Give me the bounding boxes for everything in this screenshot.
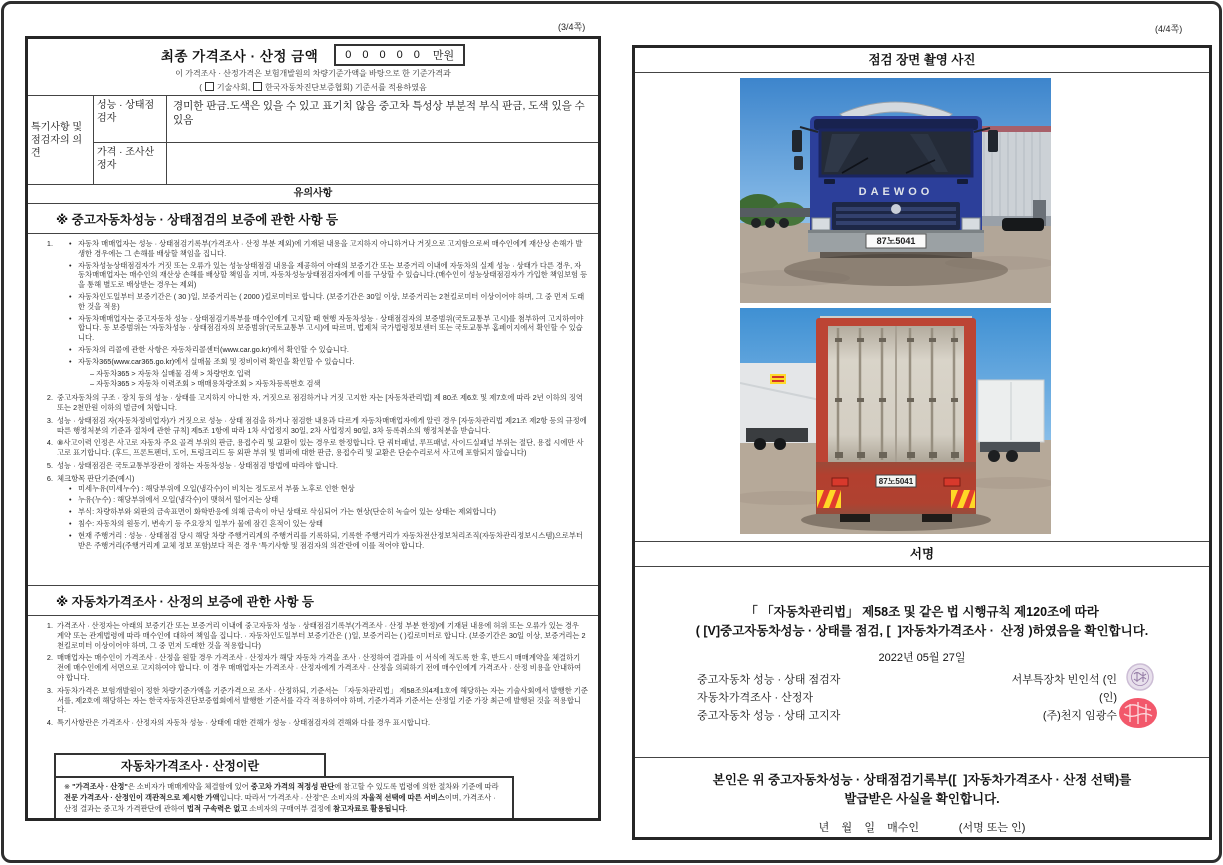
notice-item: 3. 성능 · 상태점검 자(자동차정비업자)가 거짓으로 성능 · 상태 점검을 하거나 점검한 내용과 다르게 자동차매매업자에게 알린 경우 [자동차관리법 제21조 제2항 등의 규정에 따른 행정처분의 기준과 절차에 관한 규칙] 제5조 1항에 따라 1차 사업정지 30일, 2차 사업정지 90일, 3차 등록취소의 행정처분을 받습니다. [38, 416, 588, 436]
left-chevron-plate [817, 490, 841, 508]
appraiser-seal-placeholder: (인) [1099, 691, 1117, 704]
price-basis-note: 이 가격조사 · 산정가격은 보험개발원의 차량기준가액을 바탕으로 한 기준가격과 [175, 69, 451, 78]
notice-bullet: • 자동차성능상태점검자가 거짓 또는 오류가 있는 성능상태점검 내용을 제공하여 아래의 보증기간 또는 보증거리 이내에 자동차의 실제 성능 · 상태가 다른 경우, 자동차매매업자는 매수인의 재산상 손해를 배상할 책임을 지며, 자동차성능상태점검자에게 이를 구상할 수 있습니다.(매수인이 성능상태점검자가 가입한 책임보험 등을 통해 별도로 배상받는 경우는 제외) [69, 261, 588, 290]
item-number: 1. [46, 621, 53, 630]
notice-bullet: • 자동차매매업자는 중고자동차 성능 · 상태점검기록부를 매수인에게 고지할 때 현행 자동차성능 · 상태점검자의 보증범위(국토교통부 고시)를 첨부하여 고지하여야 합니다. 동 보증범위는 '자동차성능 · 상태점검자의 보증범위'(국토교통부 고시)에 따르며, 법제처 국가법령정보센터 또는 국토교통부 홈페이지에서 확인할 수 있습니다. [69, 314, 588, 343]
truck-front-photo [740, 78, 1051, 303]
notice-bullet: • 미세누유(미세누수) : 해당부위에 오일(냉각수)이 비치는 정도로서 부품 노후로 인한 현상 [69, 484, 588, 494]
left-tail-light [832, 478, 848, 486]
notice-subline: – 자동차365 > 자동차 실매물 검색 > 차량번호 입력 [90, 368, 251, 378]
inspector-label: 중고자동차 성능 · 상태 점검자 [697, 673, 841, 686]
truck-front [792, 102, 998, 258]
right-headlight [962, 218, 980, 230]
notice-item: 4. ⑧사고이력 인정은 사고로 자동차 주요 골격 부위의 판금, 용접수리 및 교환이 있는 경우로 한정합니다. 단 쿼터패널, 루프패널, 사이드실패널 부위는 절단, 용접 시에만 사고로 표기합니다. (후드, 프론트펜더, 도어, 트렁크리드 등 외판 부위 및 범퍼에 대한 판금, 용접수리 및 교환은 단순수리로서 사고에 포함되지 않습니다) [38, 438, 588, 458]
law-line-2: ( [V]중고자동차성능 · 상태를 점검, [ ]자동차가격조사 · 산정 )하였음을 확인합니다. [695, 624, 1149, 639]
signature-rows [635, 669, 1209, 723]
inspector-seal-stamp [1125, 662, 1155, 692]
notice-item: 2. 매매업자는 매수인이 가격조사 · 산정을 원할 경우 가격조사 · 산정자가 해당 자동차 가격을 조사 · 산정하여 결과를 이 서식에 적도록 한 후, 반드시 매매계약을 체결하기 전에 매수인에게 서면으로 고지하여야 합니다. 이 경우 매매업자는 가격조사 · 산정자에게 가격조사 · 산정을 의뢰하기 전에 매수인에게 가격조사 · 산정 비용을 안내하여야 합니다. [38, 653, 588, 682]
confirmation-line-1: 본인은 위 중고자동차성능 · 상태점검기록부([ ]자동차가격조사 · 산정 선택)를 [712, 773, 1132, 787]
right-chevron-plate [951, 490, 975, 508]
item-number: 5. [46, 460, 53, 470]
appraisal-section-title: ※ 자동차가격조사 · 산정의 보증에 관한 사항 등 [28, 586, 598, 616]
price-unit: 만원 [432, 50, 455, 62]
price-digit: 0 [362, 49, 369, 61]
price-digit: 0 [379, 49, 386, 61]
inspector-row [635, 669, 1209, 687]
page-4 [632, 45, 1212, 840]
notifier-name: (주)천지 임광수 [1042, 709, 1117, 722]
truck-rear [816, 316, 976, 522]
notice-item: 2. 중고자동차의 구조 · 장치 등의 성능 · 상태를 고지하지 아니한 자, 거짓으로 점검하거나 거짓 고지한 자는 [자동차관리법] 제 80조 제6호 및 제7호에 따라 2년 이하의 징역 또는 2천만원 이하의 벌금에 처합니다. [38, 393, 588, 413]
warranty-section-title: ※ 중고자동차성능 · 상태점검의 보증에 관한 사항 등 [28, 204, 598, 234]
definition-text: ※ "가격조사 · 산정"은 소비자가 매매계약을 체결함에 있어 중고차 가격의 적정성 판단에 참고할 수 있도록 법령에 의한 절차와 기준에 따라 전문 가격조사 · 산정인이 객관적으로 제시한 가액입니다. 따라서 "가격조사 · 산정"은 소비자의 자율적 선택에 따른 서비스이며, 가격조사 · 산정 결과는 중고차 가격판단에 관하여 법적 구속력은 없고 소비자의 구매여부 결정에 참고자료로 활용됩니다. [54, 776, 514, 821]
check2-label: 한국자동차진단보증협회) 기준서를 적용하였음 [265, 83, 427, 93]
notice-item [38, 239, 588, 390]
background-car [1002, 218, 1044, 231]
checkbox-technical-society-icon [205, 82, 214, 91]
item-number: 3. [46, 415, 53, 425]
notice-item: 5. 성능 · 상태점검은 국토교통부장관이 정하는 자동차성능 · 상태점검 방법에 따라야 합니다. [38, 461, 588, 471]
page-3 [25, 36, 601, 821]
item-number: 4. [46, 718, 53, 728]
definition-box [54, 753, 514, 821]
left-mirror [792, 130, 802, 152]
definition-title: 자동차가격조사 · 산정이란 [54, 753, 326, 778]
page-number-left: (3/4쪽) [558, 22, 586, 32]
signature-section-title: 서명 [635, 541, 1209, 567]
notice-bullet: • 부식: 차량하부와 외판의 금속표면이 화학반응에 의해 금속이 아닌 상태로 삭심되어 가는 현상(단순히 녹슬어 있는 상태는 제외합니다) [69, 507, 588, 517]
buyer-confirmation-section [635, 758, 1209, 835]
signature-section [635, 567, 1209, 758]
photo-area [635, 73, 1209, 541]
notice-item: 6. 체크항목 판단기준(예시) • 미세누유(미세누수) : 해당부위에 오일(냉각수)이 비치는 정도로서 부품 노후로 인한 현상 • 누유(누수) : 해당부위에서 오일(냉각수)이 맺혀서 떨어지는 상태 • 부식: 차량하부와 외판의 금속표면이 화학반응에 의해 금속이 아닌 상태로 삭심되어 가는 현상(단순히 녹슬어 있는 상태는 제외합니다) • 침수: 자동차의 원동기, 변속기 등 주요장치 일부가 물에 잠긴 흔적이 있는 상태 • 현재 주행거리 : 성능 · 상태점검 당시 해당 차량 주행거리계의 주행거리를 기록하되, 기록한 주행거리가 자동차전산정보처리조직(자동차관리정보시스템)으로부터 받은 주행거리(주행거리계 교체 정보 포함)보다 적은 경우 '특기사항 및 점검자의 의견'란에 이를 적어야 합니다. [38, 474, 588, 553]
left-headlight [812, 218, 830, 230]
notice-bullet: • 자동차 매매업자는 성능 · 상태점검기록부(가격조사 · 산정 부분 제외)에 기재된 내용을 고지하지 아니하거나 거짓으로 고지함으로써 매수인에게 재산상 손해가 발생한 경우에는 그 손해를 배상할 책임을 집니다. [69, 239, 588, 259]
inspection-date: 2022년 05월 27일 [878, 651, 966, 664]
yellow-sign [770, 374, 786, 384]
item-number: 6. [46, 473, 53, 483]
law-line-1: 「 「자동차관리법」 제58조 및 같은 법 시행규칙 제120조에 따라 [745, 605, 1099, 619]
notice-bullet: • 자동차인도일부터 보증기간은 ( 30 )일, 보증거리는 ( 2000 )킬로미터로 합니다. (보증기간은 30일 이상, 보증거리는 2천킬로미터 이상이어야 하며, 그 중 먼저 도래한 것을 적용) [69, 292, 588, 312]
price-standard-line [28, 82, 598, 93]
background-trailer-left [740, 363, 820, 450]
notice-item: 4. 특기사항란은 가격조사 · 산정자의 자동차 성능 · 상태에 대한 견해가 성능 · 상태점검자의 견해와 다를 경우 표시합니다. [38, 718, 588, 728]
notice-item: 3. 자동차가격은 보험개발원이 정한 차량기준가액을 기준가격으로 조사 · 산정하되, 기준서는 「자동차관리법」 제58조의4제1호에 해당하는 자는 기술사회에서 발행한 기준서를, 제2호에 해당하는 자는 한국자동차진단보증협회에서 발행한 기준서를 각각 적용하여야 하며, 기준가격과 기준서는 산정일 기준 가장 최근에 발행된 것을 적용합니다. [38, 686, 588, 715]
notice-subline: – 자동차365 > 자동차 이력조회 > 매매용차량조회 > 자동차등록번호 검색 [90, 379, 321, 389]
page-number-right: (4/4쪽) [1155, 24, 1183, 34]
check1-label: 기술사회, [216, 83, 251, 93]
notice-bullet: • 자동차365(www.car365.go.kr)에서 실매물 조회 및 정비이력 확인을 확인할 수 있습니다. [69, 357, 588, 367]
appraisal-section-body [28, 616, 598, 748]
front-license-plate: 87노5041 [876, 236, 916, 246]
notice-bullet: • 누유(누수) : 해당부위에서 오일(냉각수)이 맺혀서 떨어지는 상태 [69, 495, 588, 505]
final-price-title: 최종 가격조사 · 산정 금액 [160, 49, 319, 64]
confirmation-line-2: 발급받은 사실을 확인합니다. [844, 791, 1000, 806]
price-digit: 0 [345, 49, 352, 61]
notice-bullet: • 침수: 자동차의 원동기, 변속기 등 주요장치 일부가 물에 잠긴 흔적이 있는 상태 [69, 519, 588, 529]
brand-label: DAEWOO [858, 186, 934, 198]
warranty-section-body [28, 234, 598, 586]
appraiser-opinion-value [167, 143, 598, 184]
price-amount-box [334, 44, 465, 66]
truck-rear-photo [740, 308, 1051, 534]
notice-bullet: • 현재 주행거리 : 성능 · 상태점검 당시 해당 차량 주행거리계의 주행거리를 기록하되, 기록한 주행거리가 자동차전산정보처리조직(자동차관리정보시스템)으로부터 받은 주행거리(주행거리계 교체 정보 포함)보다 적은 경우 '특기사항 및 점검자의 의견'란에 이를 적어야 합니다. [69, 531, 588, 551]
right-tail-light [944, 478, 960, 486]
notice-bullet: • 자동차의 리콜에 관한 사항은 자동차리콜센터(www.car.go.kr)에서 확인할 수 있습니다. [69, 345, 588, 355]
inspector-opinion-label: 성능 · 상태점검자 [94, 96, 167, 143]
price-digit: 0 [413, 49, 420, 61]
special-notes-header: 특기사항 및 점검자의 의견 [28, 96, 94, 184]
grille-emblem [891, 204, 901, 214]
final-price-section [28, 39, 598, 96]
appraiser-label: 자동차가격조사 · 산정자 [697, 691, 814, 704]
buyer-signature-line: 년 월 일 매수인 (서명 또는 인) [818, 821, 1026, 834]
notice-bar: 유의사항 [28, 185, 598, 204]
right-mirror [988, 130, 998, 152]
item-number: 3. [46, 685, 53, 695]
price-digit: 0 [396, 49, 403, 61]
item-number: 4. [46, 438, 53, 448]
checkbox-warranty-assoc-icon [253, 82, 262, 91]
inspector-name: 서부특장차 빈인석 (인 [1011, 673, 1117, 686]
appraiser-opinion-label: 가격 · 조사산정자 [94, 143, 167, 184]
rear-license-plate: 87노5041 [878, 477, 914, 486]
background-truck-right [978, 380, 1044, 462]
item-number: 2. [46, 393, 53, 403]
special-notes-section [28, 96, 598, 185]
inspector-opinion-value: 경미한 판금.도색은 있을 수 있고 표기치 않음 중고차 특성상 부분적 부식 판금, 도색 있을 수 있음 [167, 96, 598, 143]
item-number: 2. [46, 653, 53, 663]
photos-section-title: 점검 장면 촬영 사진 [635, 48, 1209, 73]
paren-open: ( [199, 83, 202, 93]
notifier-seal-stamp [1117, 696, 1159, 730]
item-number: 1. [46, 239, 53, 248]
notice-item: 1. 가격조사 · 산정자는 아래의 보증기간 또는 보증거리 이내에 중고자동차 성능 · 상태점검기록부(가격조사 · 산정 부분 한정)에 기재된 내용에 허위 또는 오류가 있는 경우 계약 또는 관계법령에 따라 매수인에 대하여 책임을 집니다. · 자동차인도일부터 보증기간은 ( )일, 보증거리는 ( )킬로미터로 합니다. (보증기간은 30일 이상, 보증거리는 2천킬로미터 이상이어야 하며, 그 중 먼저 도래한 것을 적용합니다) [38, 621, 588, 650]
notifier-label: 중고자동차 성능 · 상태 고지자 [697, 709, 841, 722]
